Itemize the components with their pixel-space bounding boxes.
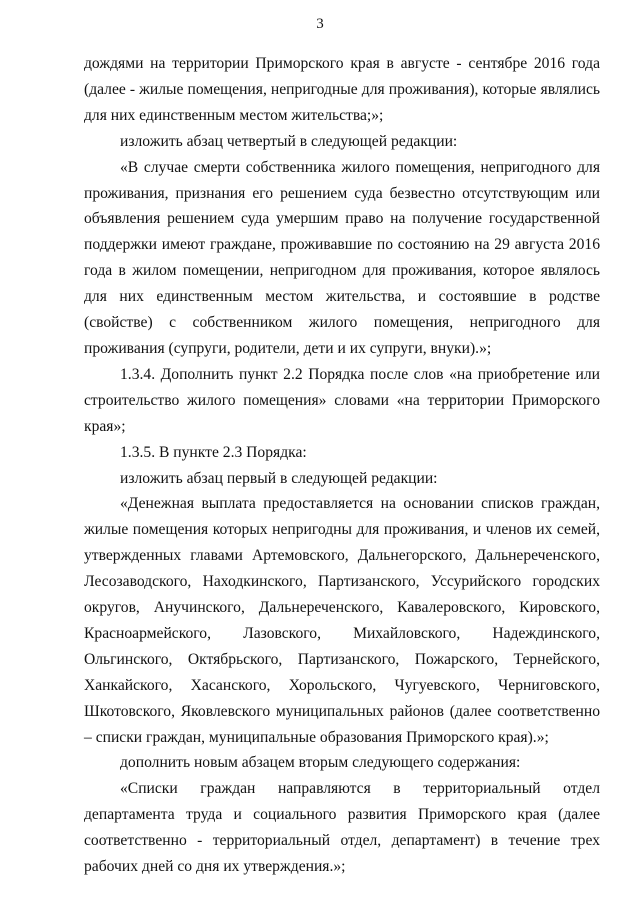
paragraph-8: дополнить новым абзацем вторым следующего содержания: (120, 754, 521, 772)
paragraph-7: «Денежная выплата предоставляется на основании списков граждан, жилые помещения которых непригодны для проживания, и членов их семей, утвержденных главами Артемовского, Дальнегорского, Дальнереченского, Лесозаводского, Находкинского, Партизанского, Уссурийского городских округов, Анучинского, Дальнереченского, Кавалеровского, Кировского, Красноармейского, Лазовского, Михайловского, Надеждинского, Ольгинского, Октябрьского, Партизанского, Пожарского, Тернейского, Ханкайского, Хасанского, Хорольского, Чугуевского, Черниговского, Шкотовского, Яковлевского муниципальных районов (далее соответственно – списки граждан, муниципальные образования Приморского края).»; (84, 495, 600, 746)
document-body (84, 51, 600, 880)
paragraph-9: «Списки граждан направляются в территориальный отдел департамента труда и социального развития Приморского края (далее соответственно - территориальный отдел, департамент) в течение трех рабочих дней со дня их утверждения.»; (84, 780, 600, 876)
paragraph-4: 1.3.4. Дополнить пункт 2.2 Порядка после слов «на приобретение или строительство жилого помещения» словами «на территории Приморского края»; (84, 365, 600, 435)
paragraph-5: 1.3.5. В пункте 2.3 Порядка: (120, 443, 307, 461)
paragraph-1: дождями на территории Приморского края в августе - сентябре 2016 года (далее - жилые помещения, непригодные для проживания), которые являлись для них единственным местом жительства;»; (84, 55, 600, 124)
page-number: 3 (316, 16, 324, 32)
paragraph-2: изложить абзац четвертый в следующей редакции: (120, 132, 458, 150)
paragraph-6: изложить абзац первый в следующей редакции: (120, 469, 438, 487)
paragraph-3: «В случае смерти собственника жилого помещения, непригодного для проживания, признания его решением суда безвестно отсутствующим или объявления решением суда умершим право на получение государственной поддержки имеют граждане, проживавшие по состоянию на 29 августа 2016 года в жилом помещении, непригодном для проживания, которое являлось для них единственным местом жительства, и состоявшие в родстве (свойстве) с собственником жилого помещения, непригодного для проживания (супруги, родители, дети и их супруги, внуки).»; (84, 158, 600, 357)
